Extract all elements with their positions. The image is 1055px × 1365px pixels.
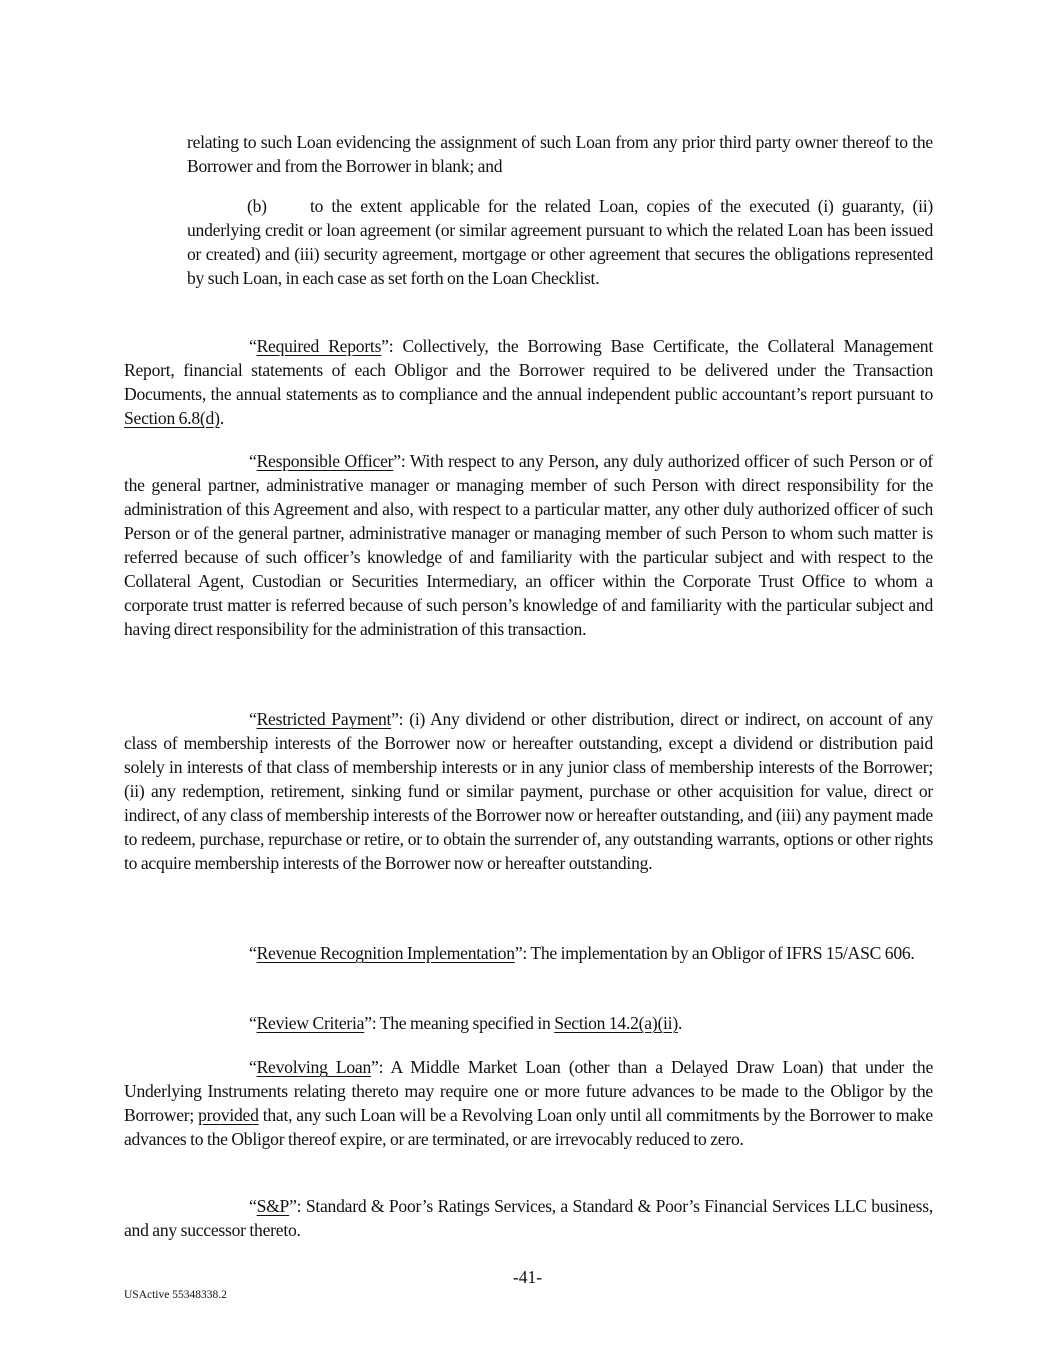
subsection-label: (b) xyxy=(247,196,267,216)
definition-revenue-recognition-implementation xyxy=(124,941,933,965)
definition-required-reports xyxy=(124,334,933,430)
close-quote: ”: xyxy=(514,943,528,963)
defined-term: S&P xyxy=(256,1196,290,1216)
defined-term: Required Reports xyxy=(256,336,382,356)
definition-review-criteria xyxy=(124,1011,933,1035)
defined-term: Restricted Payment xyxy=(256,709,392,729)
period: . xyxy=(677,1013,683,1033)
page-number: -41- xyxy=(512,1267,543,1287)
paragraph-subsection-b xyxy=(187,194,933,290)
close-quote: ”: xyxy=(393,451,406,471)
definition-text: A Middle Market Loan (other than a Delayed Draw Loan) that under the Underlying Instruments relating thereto may require one or more future advances to be made to the Obligor by the Borrower; xyxy=(124,1057,934,1125)
definition-text: (i) Any dividend or other distribution, direct or indirect, on account of any class of membership interests of the Borrower now or hereafter outstanding, except a dividend or distribution paid solely in interests of that class of membership interests or in any junior class of membership interests of the Borrower; (ii) any redemption, retirement, sinking fund or similar payment, purchase or other acquisition for value, direct or indirect, of any class of membership interests of the Borrower now or hereafter outstanding, and (iii) any payment made to redeem, purchase, repurchase or retire, or to obtain the surrender of, any outstanding warrants, options or other rights to acquire membership interests of the Borrower now or hereafter outstanding. xyxy=(124,709,933,873)
definition-responsible-officer xyxy=(124,449,933,641)
open-quote: “ xyxy=(249,1057,257,1077)
provided-term: provided xyxy=(198,1105,259,1125)
section-reference: Section 14.2(a)(ii) xyxy=(554,1013,678,1033)
defined-term: Revolving Loan xyxy=(256,1057,372,1077)
close-quote: ”: xyxy=(364,1013,377,1033)
section-reference: Section 6.8(d) xyxy=(124,408,220,428)
defined-term: Revenue Recognition Implementation xyxy=(256,943,515,963)
paragraph-continuation xyxy=(187,130,933,178)
open-quote: “ xyxy=(249,1196,257,1216)
definition-restricted-payment xyxy=(124,707,933,875)
definition-text-continued: that, any such Loan will be a Revolving Loan only until all commitments by the Borrower to make advances to the Obligor thereof expire, or are terminated, or are irrevocably reduced to zero. xyxy=(124,1105,933,1149)
open-quote: “ xyxy=(249,451,257,471)
paragraph-text: to the extent applicable for the related Loan, copies of the executed (i) guaranty, (ii) underlying credit or loan agreement (or similar agreement pursuant to which the related Loan has been issued or created) and (iii) security agreement, mortgage or other agreement that secures the obligations represented by such Loan, in each case as set forth on the Loan Checklist. xyxy=(187,196,933,288)
open-quote: “ xyxy=(249,1013,257,1033)
close-quote: ”: xyxy=(381,336,394,356)
definition-sp xyxy=(124,1194,933,1242)
document-id: USActive 55348338.2 xyxy=(124,1289,227,1301)
open-quote: “ xyxy=(249,709,257,729)
defined-term: Responsible Officer xyxy=(256,451,394,471)
open-quote: “ xyxy=(249,336,257,356)
paragraph-text: relating to such Loan evidencing the assignment of such Loan from any prior third party owner thereof to the Borrower and from the Borrower in blank; and xyxy=(187,132,933,176)
definition-text: With respect to any Person, any duly authorized officer of such Person or of the general partner, administrative manager or managing member of such Person with direct responsibility for the administration of this Agreement and also, with respect to a particular matter, any other duly authorized officer of such Person or of the general partner, administrative manager or managing member of such Person to whom such matter is referred because of such officer’s knowledge of and familiarity with the particular subject and with respect to the Collateral Agent, Custodian or Securities Intermediary, an officer within the Corporate Trust Office to whom a corporate trust matter is referred because of such person’s knowledge of and familiarity with the particular subject and having direct responsibility for the administration of this transaction. xyxy=(124,451,933,639)
close-quote: ”: xyxy=(289,1196,302,1216)
definition-revolving-loan xyxy=(124,1055,933,1151)
close-quote: ”: xyxy=(371,1057,384,1077)
defined-term: Review Criteria xyxy=(256,1013,365,1033)
close-quote: ”: xyxy=(391,709,404,729)
definition-text: The implementation by an Obligor of IFRS 15/ASC 606. xyxy=(527,943,915,963)
definition-text: The meaning specified in xyxy=(376,1013,555,1033)
definition-text: Collectively, the Borrowing Base Certificate, the Collateral Management Report, financial statements of each Obligor and the Borrower required to be delivered under the Transaction Documents, the annual statements as to compliance and the annual independent public accountant’s report pursuant to xyxy=(124,336,933,404)
period: . xyxy=(219,408,224,428)
open-quote: “ xyxy=(249,943,257,963)
definition-text: Standard & Poor’s Ratings Services, a Standard & Poor’s Financial Services LLC business, and any successor thereto. xyxy=(124,1196,933,1240)
